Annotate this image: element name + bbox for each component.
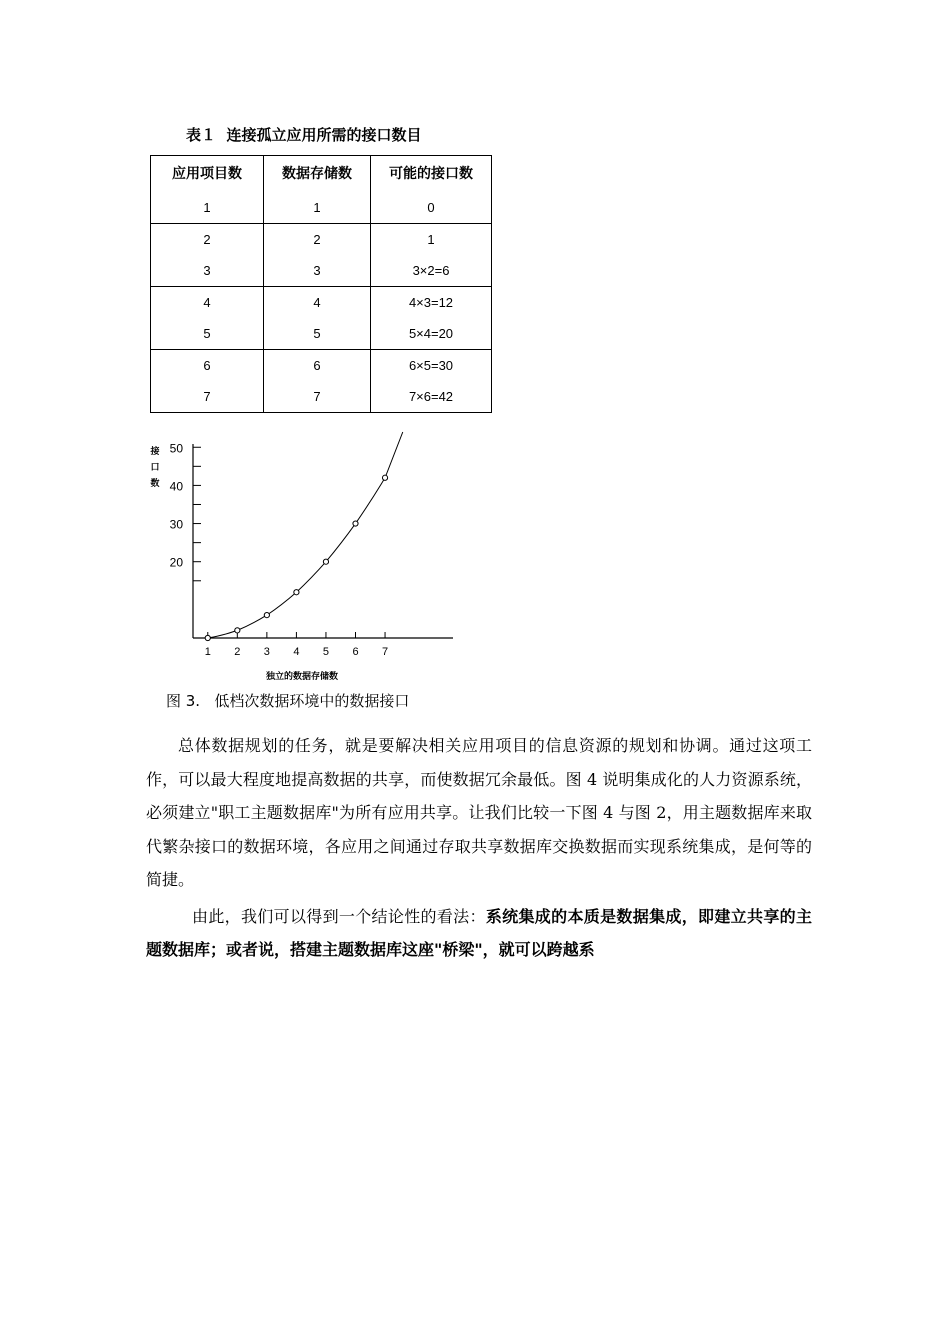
table-row — [151, 318, 492, 350]
x-tick-label: 3 — [263, 646, 270, 658]
x-axis-label: 独立的数据存储数 — [265, 672, 339, 682]
table-row — [151, 255, 492, 287]
cell-interfaces: 1 — [371, 224, 492, 256]
body-text — [146, 729, 812, 967]
cell-app: 3 — [151, 255, 264, 287]
cell-interfaces: 4×3=12 — [371, 287, 492, 319]
table-row — [151, 350, 492, 382]
header-interface-count: 可能的接口数 — [371, 156, 492, 193]
table-header-row — [151, 156, 492, 193]
cell-interfaces: 0 — [371, 192, 492, 224]
x-tick-label: 2 — [234, 646, 241, 658]
table-caption: 表１ 连接孤立应用所需的接口数目 — [186, 126, 422, 144]
cell-store: 7 — [264, 381, 371, 413]
table-row — [151, 287, 492, 319]
cell-app: 2 — [151, 224, 264, 256]
x-tick-label: 1 — [204, 646, 211, 658]
data-point-marker — [235, 628, 240, 633]
data-series-line — [208, 432, 403, 638]
cell-interfaces: 3×2=6 — [371, 255, 492, 287]
data-point-marker — [205, 635, 210, 640]
y-tick-label: 30 — [169, 517, 183, 532]
paragraph-conclusion — [146, 900, 812, 967]
cell-app: 6 — [151, 350, 264, 382]
x-tick-label: 7 — [381, 646, 389, 658]
conclusion-lead: 由此，我们可以得到一个结论性的看法： — [192, 906, 486, 926]
y-tick-label: 40 — [169, 479, 183, 494]
cell-store: 5 — [264, 318, 371, 350]
header-app-count: 应用项目数 — [151, 156, 264, 193]
figure-caption: 图 3. 低档次数据环境中的数据接口 — [166, 692, 410, 710]
data-point-marker — [323, 559, 328, 564]
cell-store: 1 — [264, 192, 371, 224]
y-tick-label: 20 — [169, 555, 183, 570]
interface-growth-chart — [140, 428, 470, 688]
data-point-marker — [294, 590, 299, 595]
paragraph-planning: 总体数据规划的任务，就是要解决相关应用项目的信息资源的规划和协调。通过这项工作，可以最大程度地提高数据的共享，而使数据冗余最低。图 4 说明集成化的人力资源系统，必须建立"职工主题数据库"为所有应用共享。让我们比较一下图 4 与图 2，用主题数据库来取代繁杂接口的数据环境，各应用之间通过存取共享数据库交换数据而实现系统集成，是何等的简捷。 — [146, 736, 812, 889]
cell-app: 7 — [151, 381, 264, 413]
cell-store: 6 — [264, 350, 371, 382]
y-axis-label-char: 口 — [150, 463, 160, 473]
cell-interfaces: 7×6=42 — [371, 381, 492, 413]
data-point-marker — [264, 613, 269, 618]
cell-app: 1 — [151, 192, 264, 224]
x-tick-label: 5 — [322, 646, 330, 658]
cell-app: 4 — [151, 287, 264, 319]
table-row — [151, 192, 492, 224]
cell-interfaces: 6×5=30 — [371, 350, 492, 382]
data-point-marker — [382, 475, 387, 480]
header-store-count: 数据存储数 — [264, 156, 371, 193]
cell-store: 3 — [264, 255, 371, 287]
cell-interfaces: 5×4=20 — [371, 318, 492, 350]
cell-app: 5 — [151, 318, 264, 350]
conclusion-emphasis: 系统集成的本质是数据集成，即建立共享的主题数据库；或者说，搭建主题数据库这座"桥梁"，就可以跨越系 — [146, 906, 812, 959]
y-axis-label-char: 数 — [150, 479, 160, 489]
interface-count-table — [150, 155, 492, 413]
data-point-marker — [353, 521, 358, 526]
x-tick-label: 6 — [352, 646, 359, 658]
cell-store: 2 — [264, 224, 371, 256]
y-axis-label-char: 接 — [150, 447, 160, 457]
x-tick-label: 4 — [293, 646, 300, 658]
table-row — [151, 381, 492, 413]
table-row — [151, 224, 492, 256]
cell-store: 4 — [264, 287, 371, 319]
y-tick-label: 50 — [169, 441, 183, 456]
